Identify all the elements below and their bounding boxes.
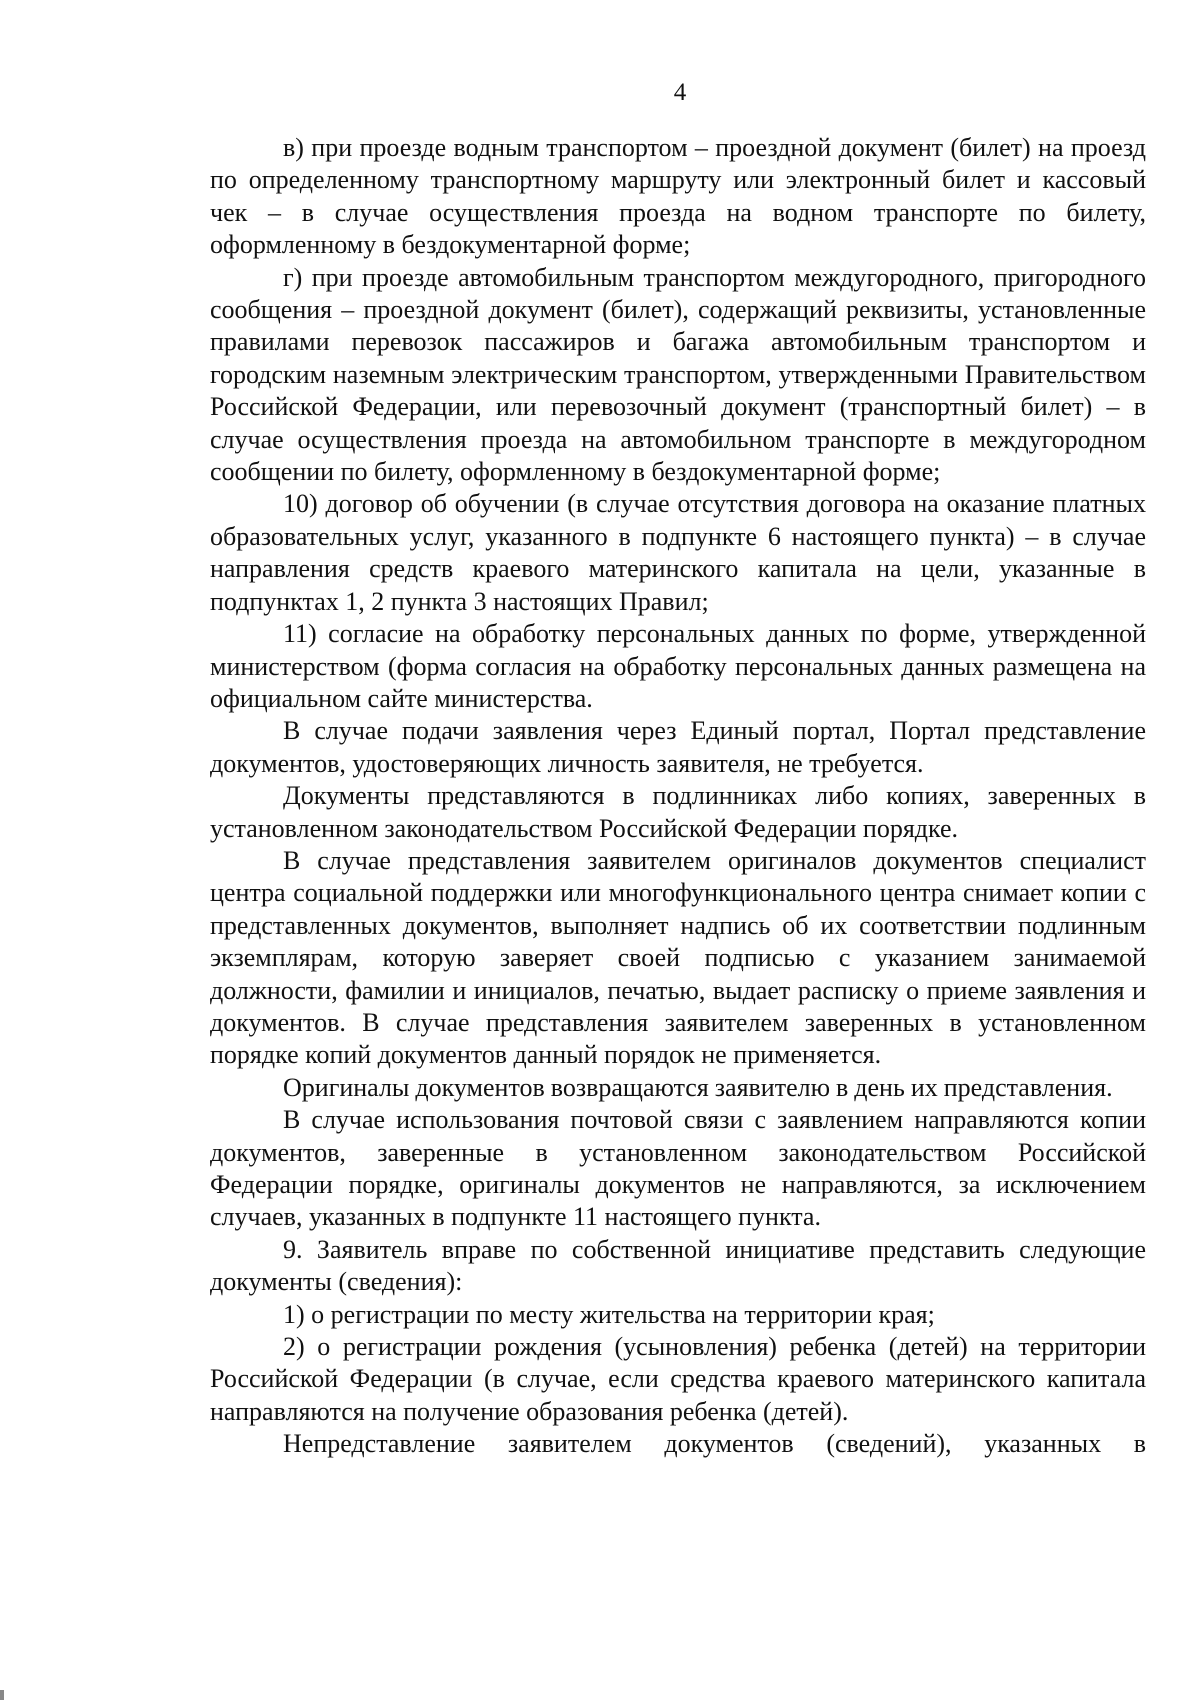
paragraph-copies-procedure: В случае представления заявителем оригиналов документов специалист центра социальной поддержки или многофункционального центра снимает копии с представленных документов, выполняет надпись об их соответствии подлинным экземплярам, которую заверяет своей подписью с указанием занимаемой должности, фамилии и инициалов, печатью, выдает расписку о приеме заявления и документов. В случае представления заявителем заверенных в установленном порядке копий документов данный порядок не применяется.	[210, 845, 1146, 1070]
paragraph-item-9-1: 1) о регистрации по месту жительства на территории края;	[283, 1299, 935, 1329]
paragraph-water-transport: в) при проезде водным транспортом – проездной документ (билет) на проезд по определенному транспортному маршруту или электронный билет и кассовый чек – в случае осуществления проезда на водном транспорте по билету, оформленному в бездокументарной форме;	[210, 133, 1146, 260]
paragraph-item-9-2: 2) о регистрации рождения (усыновления) ребенка (детей) на территории Российской Федерации (в случае, если средства краевого материнского капитала направляются на получение образования ребенка (детей).	[210, 1332, 1146, 1426]
paragraph-postal: В случае использования почтовой связи с заявлением направляются копии документов, заверенные в установленном законодательством Российской Федерации порядке, оригиналы документов не направляются, за исключением случаев, указанных в подпункте 11 настоящего пункта.	[210, 1105, 1146, 1232]
paragraph-originals-or-copies: Документы представляются в подлинниках либо копиях, заверенных в установленном законодательством Российской Федерации порядке.	[210, 781, 1146, 843]
page-number: 4	[673, 79, 687, 106]
paragraph-item-10: 10) договор об обучении (в случае отсутствия договора на оказание платных образовательных услуг, указанного в подпункте 6 настоящего пункта) – в случае направления средств краевого материнского капитала на цели, указанные в подпунктах 1, 2 пункта 3 настоящих Правил;	[210, 489, 1146, 616]
paragraph-item-11: 11) согласие на обработку персональных данных по форме, утвержденной министерством (форма согласия на обработку персональных данных размещена на официальном сайте министерства.	[210, 619, 1146, 713]
paragraph-portal: В случае подачи заявления через Единый портал, Портал представление документов, удостоверяющих личность заявителя, не требуется.	[210, 716, 1146, 778]
document-body	[210, 132, 1146, 1461]
paragraph-item-9: 9. Заявитель вправе по собственной инициативе представить следующие документы (сведения):	[210, 1234, 1146, 1297]
paragraph-non-submission: Непредставление заявителем документов (сведений), указанных в	[283, 1429, 1146, 1459]
paragraph-auto-transport: г) при проезде автомобильным транспортом междугородного, пригородного сообщения – проездной документ (билет), содержащий реквизиты, установленные правилами перевозок пассажиров и багажа автомобильным транспортом и городским наземным электрическим транспортом, утвержденными Правительством Российской Федерации, или перевозочный документ (транспортный билет) – в случае осуществления проезда на автомобильном транспорте в междугородном сообщении по билету, оформленному в бездокументарной форме;	[210, 262, 1146, 487]
paragraph-originals-returned: Оригиналы документов возвращаются заявителю в день их представления.	[283, 1072, 1113, 1102]
scan-edge-mark	[0, 1690, 4, 1700]
